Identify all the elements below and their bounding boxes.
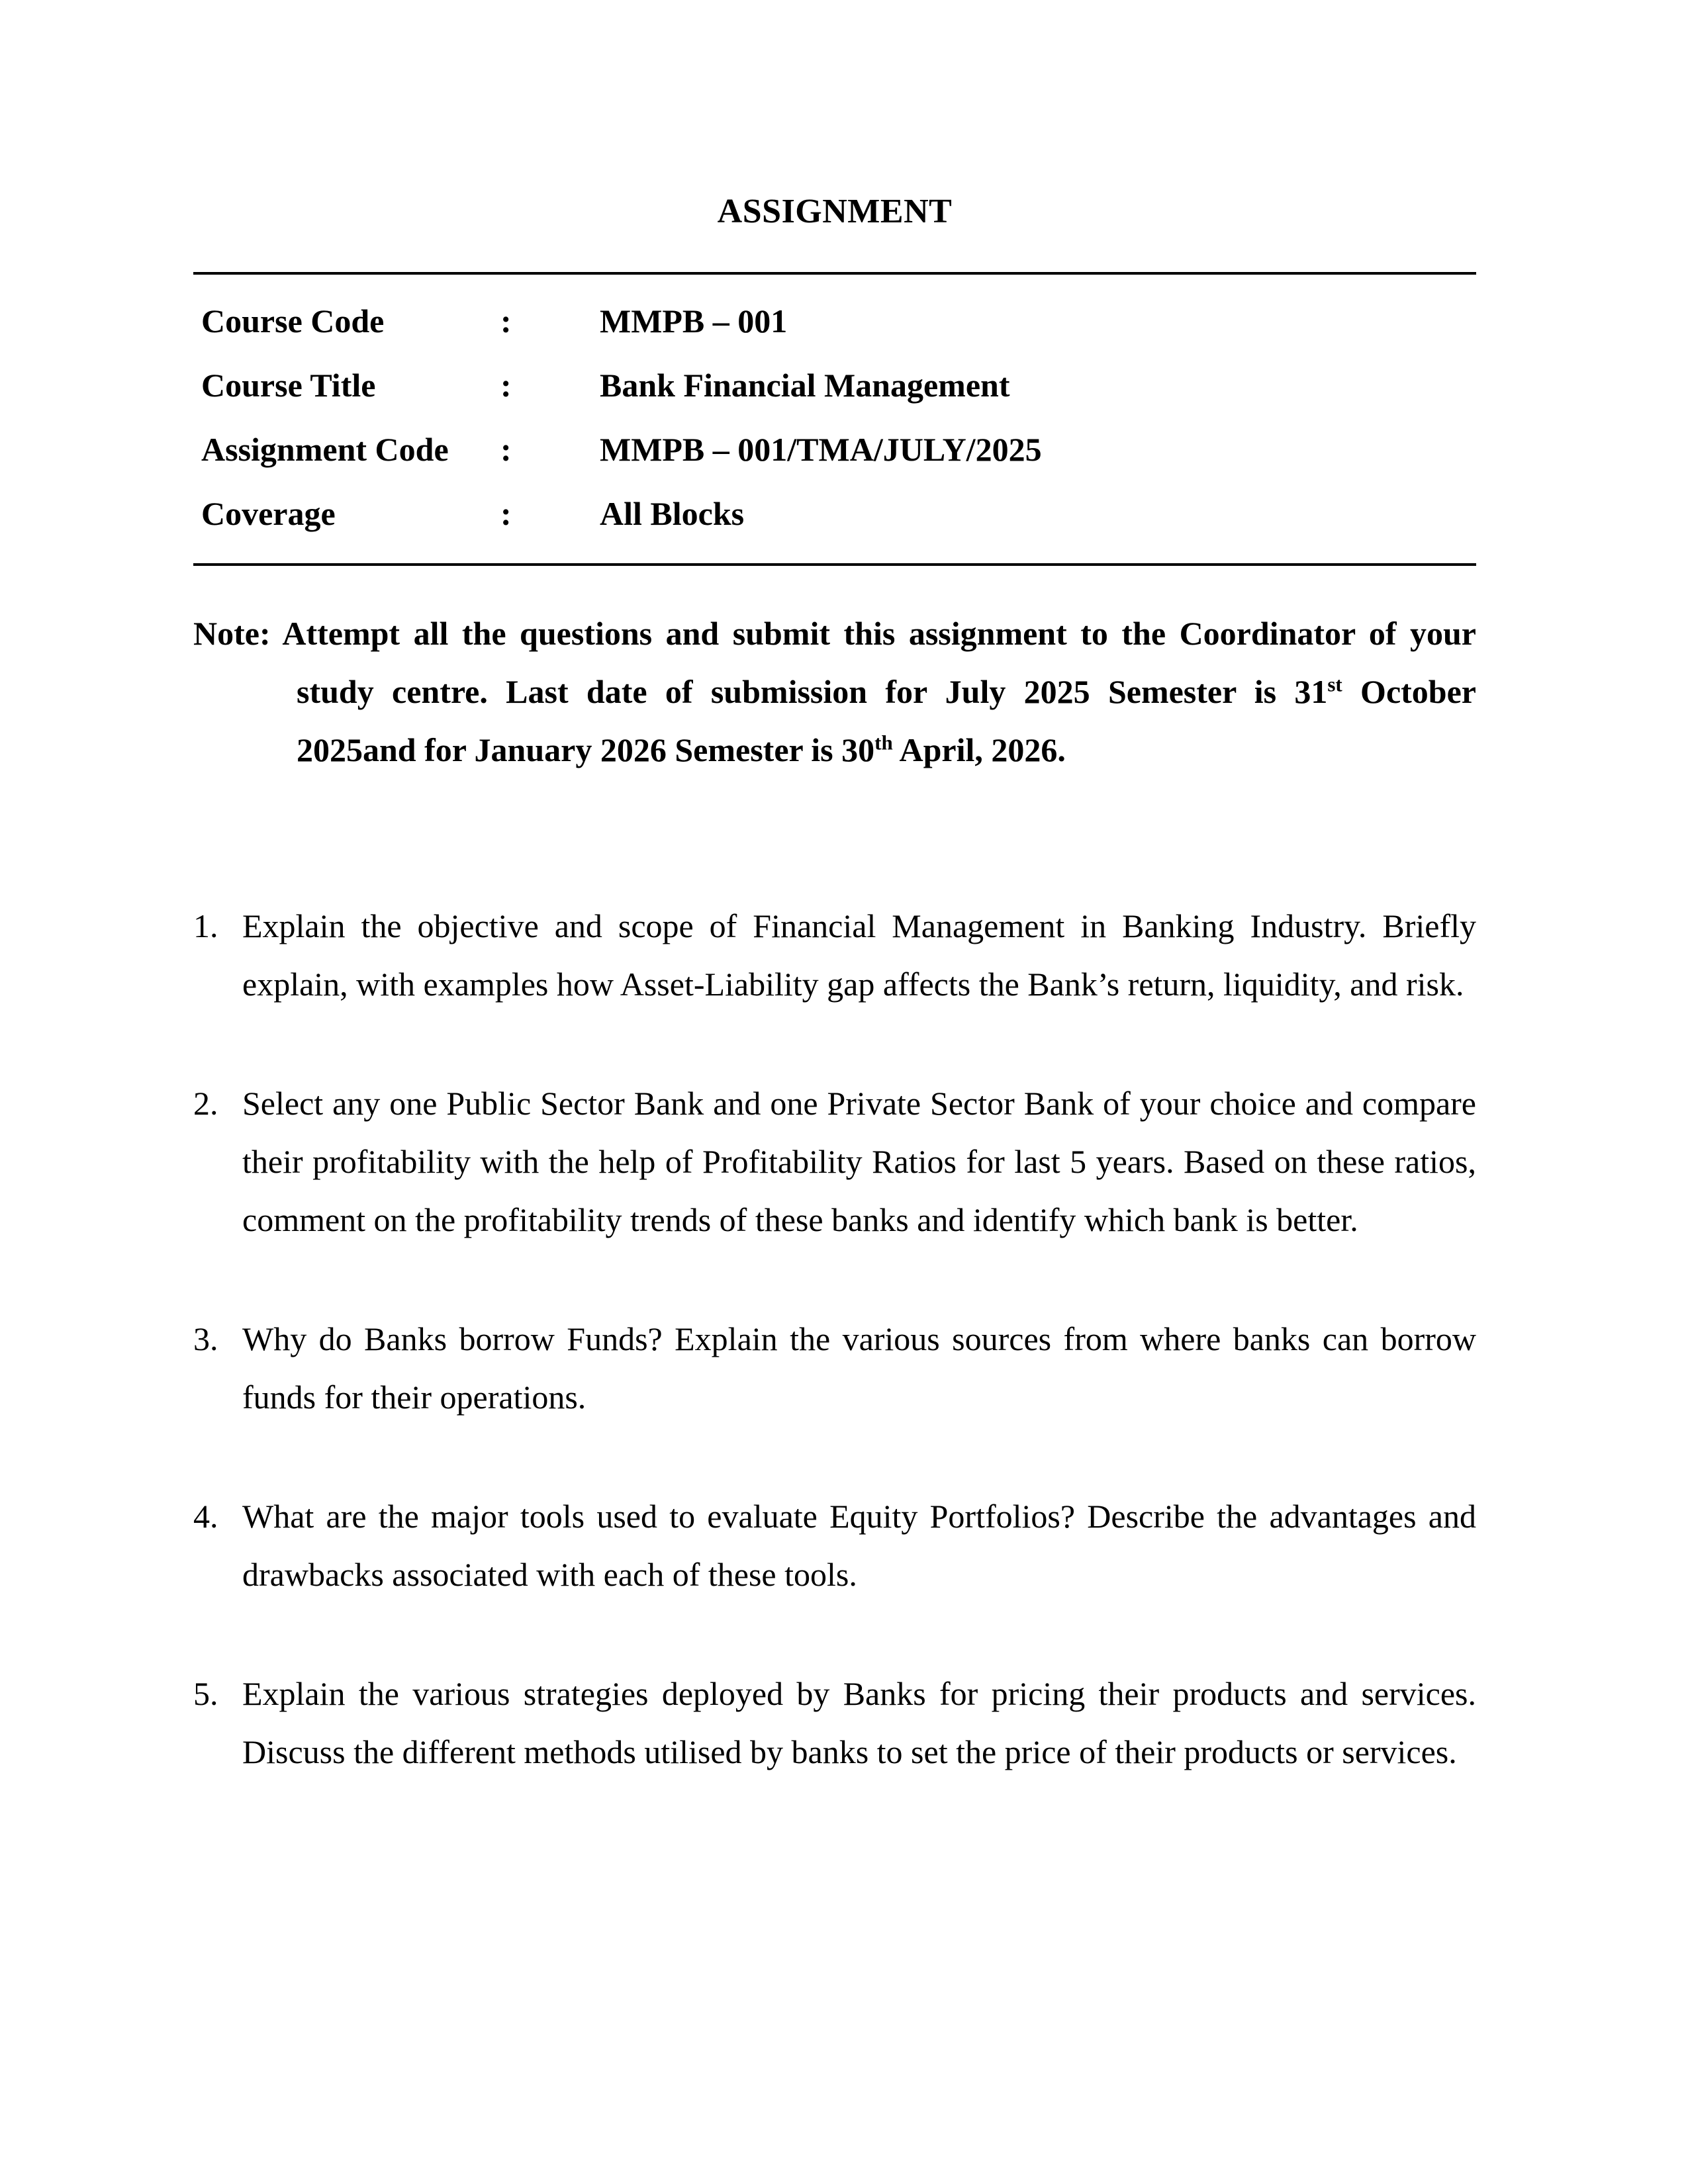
question-item-4 [193, 1487, 1476, 1604]
row-value: MMPB – 001 [600, 302, 788, 340]
question-number: 1. [193, 907, 218, 944]
row-colon: : [500, 495, 512, 532]
note-segment-1: Note: Attempt all the questions and submit this assignment to the Coordinator of your study centre. Last date of submission for July 2025 Semester is 31 [193, 615, 1476, 710]
coverage-row [201, 482, 1476, 546]
question-text: Why do Banks borrow Funds? Explain the various sources from where banks can borrow funds for their operations. [242, 1320, 1476, 1416]
row-value: MMPB – 001/TMA/JULY/2025 [600, 431, 1042, 468]
question-item-5 [193, 1664, 1476, 1781]
row-colon: : [500, 431, 512, 468]
row-label: Course Title [201, 367, 376, 404]
course-info-table [193, 272, 1476, 566]
row-value: Bank Financial Management [600, 367, 1010, 404]
question-number: 2. [193, 1085, 218, 1122]
question-item-2 [193, 1074, 1476, 1249]
page-title: ASSIGNMENT [717, 193, 953, 230]
note-superscript-st: st [1327, 672, 1342, 696]
row-value: All Blocks [600, 495, 745, 532]
question-text: Explain the objective and scope of Financial Management in Banking Industry. Briefly explain, with examples how Asset-Liability gap affects the Bank’s return, liquidity, and risk. [242, 907, 1476, 1003]
note-paragraph [193, 604, 1476, 779]
row-label: Assignment Code [201, 431, 449, 468]
row-label: Course Code [201, 302, 385, 340]
course-code-row [201, 289, 1476, 353]
row-colon: : [500, 302, 512, 340]
note-superscript-th: th [874, 731, 893, 754]
question-number: 4. [193, 1498, 218, 1535]
question-number: 5. [193, 1675, 218, 1712]
question-item-3 [193, 1310, 1476, 1426]
question-number: 3. [193, 1320, 218, 1357]
row-label: Coverage [201, 495, 336, 532]
note-segment-3: April, 2026. [892, 731, 1066, 768]
note-segment-2: October 2025and for January 2026 Semester is 30 [297, 673, 1476, 768]
assignment-code-row [201, 418, 1476, 482]
question-list [193, 897, 1476, 1781]
question-text: Explain the various strategies deployed by Banks for pricing their products and services. Discuss the different methods utilised by banks to set the price of their products or services. [242, 1675, 1476, 1770]
question-text: Select any one Public Sector Bank and one Private Sector Bank of your choice and compare their profitability with the help of Profitability Ratios for last 5 years. Based on these ratios, comment on the profitability trends of these banks and identify which bank is better. [242, 1085, 1476, 1238]
course-title-row [201, 353, 1476, 418]
question-item-1 [193, 897, 1476, 1013]
row-colon: : [500, 367, 512, 404]
question-text: What are the major tools used to evaluate Equity Portfolios? Describe the advantages and drawbacks associated with each of these tools. [242, 1498, 1476, 1593]
